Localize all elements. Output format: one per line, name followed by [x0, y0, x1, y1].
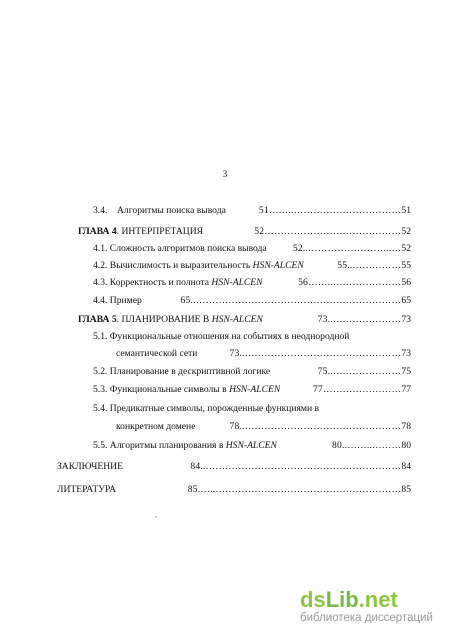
toc-entry-title	[57, 461, 123, 472]
toc-entry-page: 73	[401, 314, 411, 325]
toc-entry-page: 75	[401, 366, 411, 377]
toc-leader-dots: ……………………………………52	[254, 226, 402, 237]
toc-entry-page: 85	[401, 484, 411, 495]
toc-entry-title	[116, 421, 195, 432]
toc-entry	[57, 484, 116, 496]
brand-logo	[300, 588, 398, 612]
toc-entry	[93, 260, 304, 272]
toc-entry-title	[93, 295, 142, 306]
toc-entry-title-part: HSN-ALCEN	[252, 260, 304, 271]
toc-entry	[93, 331, 349, 343]
toc-entry-title-part: 3.4. Алгоритмы поиска вывода	[93, 205, 226, 216]
toc-entry-title-part: HSN-ALCEN	[229, 384, 281, 395]
toc-entry-title-part: ГЛАВА 4	[78, 226, 117, 237]
toc-entry	[116, 348, 197, 360]
brand-subtitle: библиотека диссертаций	[300, 612, 433, 624]
toc-entry-page: 78	[401, 421, 411, 432]
toc-entry-title	[93, 403, 319, 414]
toc-entry	[93, 403, 319, 415]
toc-entry-title-part: 5.3. Функциональные символы в	[93, 384, 230, 395]
toc-entry-title-part: 5.4. Предикатные символы, порожденные функциями в	[93, 403, 320, 414]
toc-entry-title	[93, 384, 280, 395]
toc-entry	[93, 243, 267, 255]
toc-entry-title	[93, 277, 263, 288]
scan-speck	[155, 516, 157, 518]
watermark-brand	[300, 588, 445, 628]
toc-entry-page: 77	[401, 384, 411, 395]
toc-entry-title-part: 4.1. Сложность алгоритмов поиска вывода	[93, 243, 267, 254]
toc-entry-title-part: 5.1. Функциональные отношения на событиях в неоднородной	[93, 331, 350, 342]
toc-leader-dots: …………………………………………………..….85	[187, 484, 402, 495]
toc-leader-dots: …………………..75	[317, 366, 402, 377]
toc-entry-title	[93, 260, 304, 271]
toc-entry-title	[57, 484, 116, 495]
toc-entry	[93, 295, 142, 307]
brand-logo-lib: Lib	[325, 587, 359, 612]
toc-entry-page: 84	[401, 461, 411, 472]
toc-leader-dots: ……………………………..……51	[258, 205, 402, 216]
toc-entry	[93, 440, 277, 452]
toc-leader-dots: …………………………………………..73	[229, 348, 402, 359]
toc-entry	[116, 421, 195, 433]
toc-leader-dots: …………………………………………..78	[229, 421, 402, 432]
toc-leader-dots: …………………..……56	[298, 277, 402, 288]
toc-entry-title-part: HSN-ALCEN	[225, 440, 277, 451]
toc-entry-title-part: 4.3. Корректность и полнота	[93, 277, 212, 288]
toc-entry-title-part: HSN-ALCEN	[211, 314, 263, 325]
toc-leader-dots: ………………………………………………………..65	[180, 295, 402, 306]
toc-leader-dots: …..……………………..52	[292, 243, 402, 254]
brand-logo-net: .net	[358, 587, 398, 612]
toc-leader-dots: …………………..73	[317, 314, 402, 325]
toc-entry-page: 55	[401, 260, 411, 271]
toc-leader-dots: ………..……..80	[332, 440, 402, 451]
toc-entry-title	[116, 348, 197, 359]
page-number: 3	[222, 169, 228, 179]
toc-entry-title-part: ЗАКЛЮЧЕНИЕ	[57, 461, 123, 472]
toc-leader-dots: ……………………77	[313, 384, 402, 395]
toc-entry-title-part: HSN-ALCEN	[211, 277, 263, 288]
toc-leader-dots: ……………..55	[337, 260, 402, 271]
toc-entry	[78, 226, 203, 238]
toc-entry-page: 65	[401, 295, 411, 306]
toc-entry-title-part: 4.2. Вычислимость и выразительность	[93, 260, 253, 271]
toc-entry	[78, 314, 263, 326]
toc-entry-title-part: ЛИТЕРАТУРА	[57, 484, 117, 495]
toc-entry-title-part: ГЛАВА 5	[78, 314, 117, 325]
toc-entry	[93, 384, 280, 396]
toc-leader-dots: ……………………………………………………..84	[190, 461, 402, 472]
toc-entry	[93, 366, 270, 378]
toc-entry-title	[78, 314, 263, 325]
toc-entry-page: 52	[401, 226, 411, 237]
toc-entry-title	[78, 226, 203, 237]
toc-entry	[57, 461, 123, 473]
toc-entry-title-part: конкретном домене	[116, 421, 196, 432]
toc-entry-page: 56	[401, 277, 411, 288]
brand-logo-ds: ds	[300, 587, 326, 612]
toc-entry	[93, 205, 226, 217]
toc-entry	[93, 277, 263, 289]
toc-entry-title-part: 5.2. Планирование в дескриптивной логике	[93, 366, 271, 377]
toc-entry-title	[93, 243, 267, 254]
toc-entry-title-part: . ИНТЕРПРЕТАЦИЯ	[116, 226, 204, 237]
toc-entry-page: 51	[401, 205, 411, 216]
toc-entry-title	[93, 366, 270, 377]
toc-entry-title	[93, 205, 226, 216]
toc-entry-page: 80	[401, 440, 411, 451]
toc-entry-title-part: . ПЛАНИРОВАНИЕ В	[116, 314, 212, 325]
toc-entry-title	[93, 331, 349, 342]
toc-entry-title-part: 4.4. Пример	[93, 295, 142, 306]
toc-entry-page: 73	[401, 348, 411, 359]
toc-entry-title-part: 5.5. Алгоритмы планирования в	[93, 440, 226, 451]
toc-entry-page: 52	[401, 243, 411, 254]
toc-entry-title	[93, 440, 277, 451]
toc-entry-title-part: семантической сети	[116, 348, 198, 359]
